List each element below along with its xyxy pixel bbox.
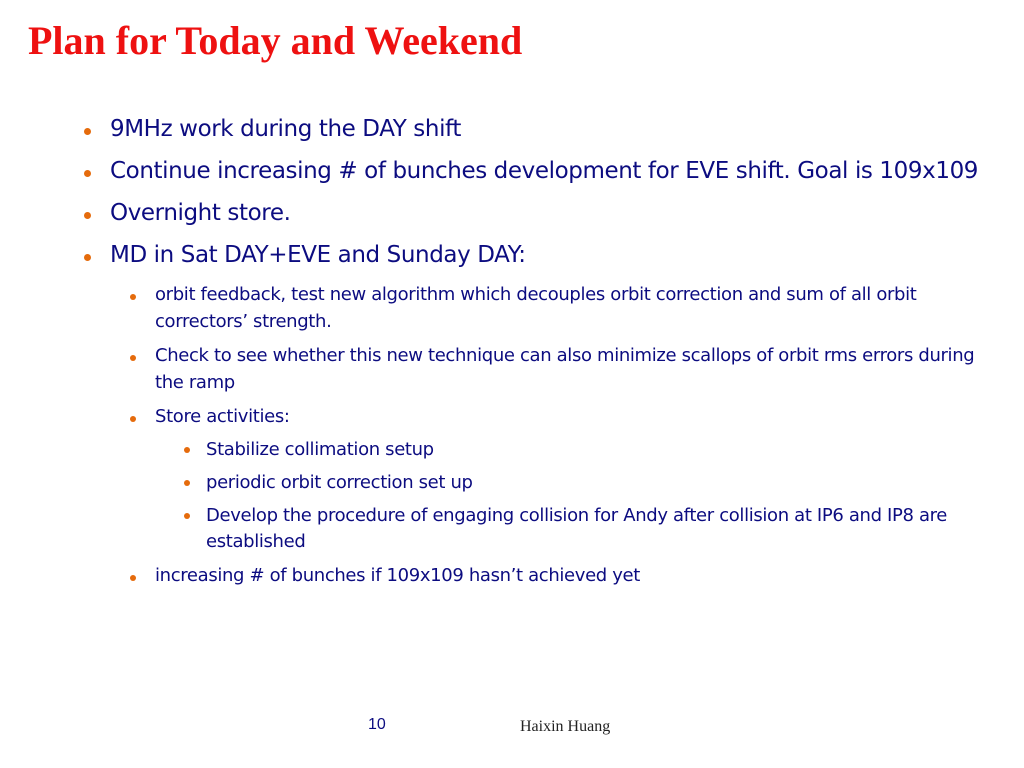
sub-bullet-text: Store activities: — [155, 406, 290, 427]
bullet-item — [0, 155, 1024, 188]
bullet-text: 9MHz work during the DAY shift — [110, 116, 461, 142]
sub-bullet-item — [0, 562, 1024, 589]
sub-bullet-item — [0, 281, 1024, 335]
sub-sub-bullet-item — [0, 503, 1024, 555]
sub-bullet-text: increasing # of bunches if 109x109 hasn’t achieved yet — [155, 565, 640, 586]
bullet-dot-icon — [130, 575, 136, 581]
slide-number: 10 — [368, 716, 386, 733]
bullet-item — [0, 113, 1024, 146]
sub-bullet-item — [0, 342, 1024, 396]
slide-content — [0, 113, 1024, 596]
bullet-item — [0, 239, 1024, 272]
sub-bullet-text: orbit feedback, test new algorithm which decouples orbit correction and sum of all orbit correctors’ strength. — [155, 284, 917, 332]
sub-sub-bullet-item — [0, 437, 1024, 463]
sub-sub-bullet-item — [0, 470, 1024, 496]
bullet-dot-icon — [184, 480, 190, 486]
bullet-dot-icon — [84, 254, 91, 261]
sub-bullet-item — [0, 403, 1024, 430]
bullet-text: MD in Sat DAY+EVE and Sunday DAY: — [110, 242, 526, 268]
bullet-text: Overnight store. — [110, 200, 291, 226]
bullet-dot-icon — [184, 513, 190, 519]
bullet-dot-icon — [130, 355, 136, 361]
bullet-dot-icon — [184, 447, 190, 453]
bullet-dot-icon — [130, 294, 136, 300]
bullet-text: Continue increasing # of bunches development for EVE shift. Goal is 109x109 — [110, 158, 979, 184]
bullet-dot-icon — [84, 128, 91, 135]
slide-author: Haixin Huang — [520, 718, 611, 735]
bullet-dot-icon — [84, 212, 91, 219]
bullet-dot-icon — [130, 416, 136, 422]
sub-bullet-text: Check to see whether this new technique can also minimize scallops of orbit rms errors during the ramp — [155, 345, 975, 393]
sub-sub-bullet-text: periodic orbit correction set up — [206, 472, 473, 493]
bullet-dot-icon — [84, 170, 91, 177]
sub-sub-bullet-text: Develop the procedure of engaging collision for Andy after collision at IP6 and IP8 are established — [206, 505, 948, 552]
sub-sub-bullet-text: Stabilize collimation setup — [206, 439, 434, 460]
bullet-item — [0, 197, 1024, 230]
slide-title: Plan for Today and Weekend — [28, 18, 523, 63]
